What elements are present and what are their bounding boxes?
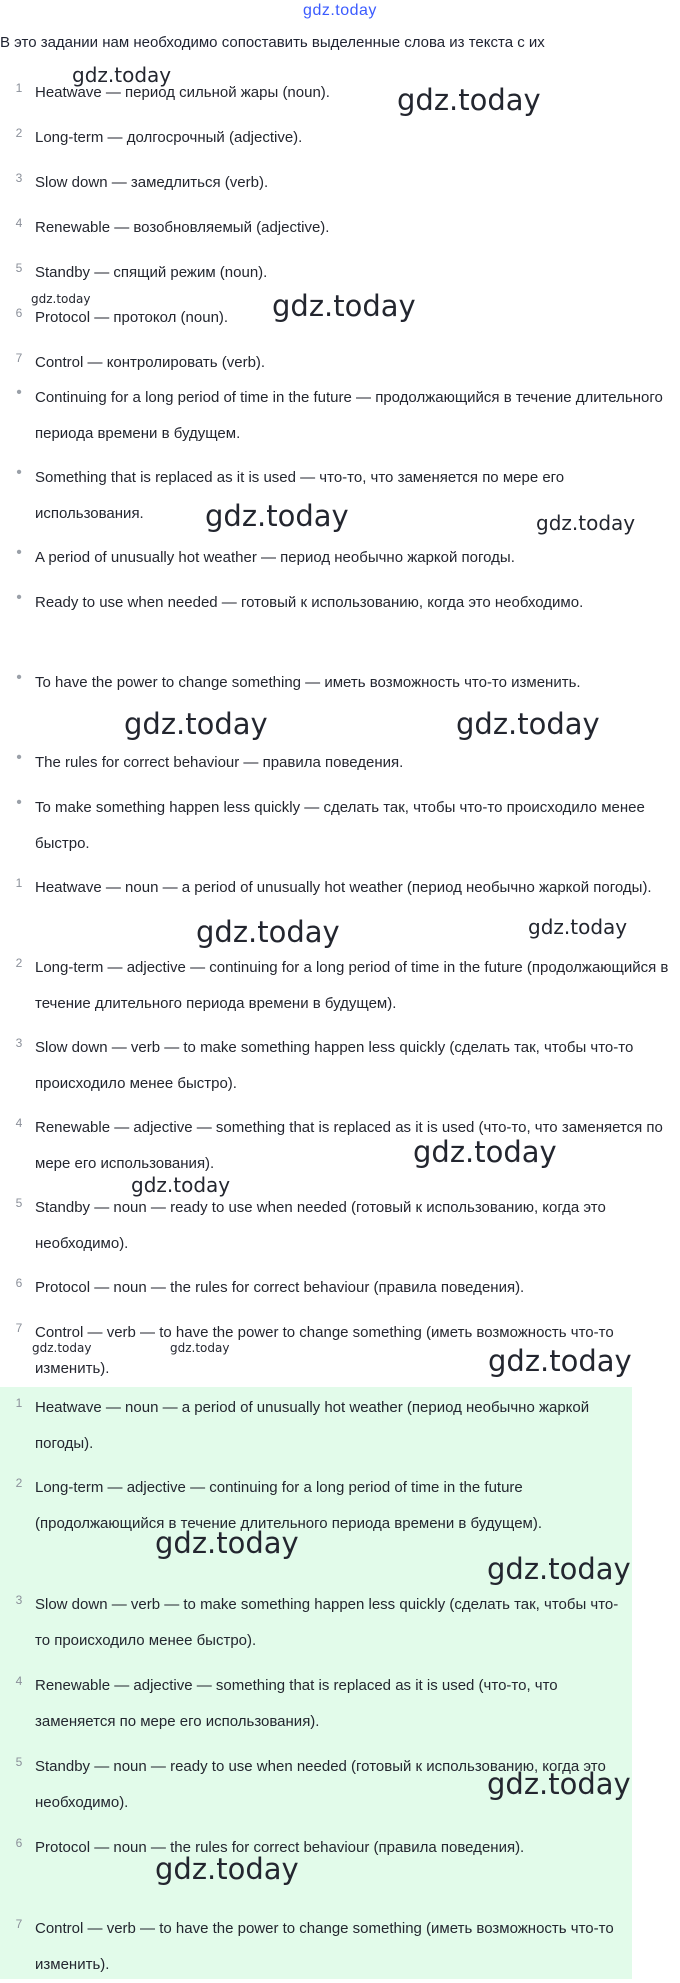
list-item [0, 1830, 680, 1866]
item-text: Ready to use when needed — готовый к использованию, когда это необходимо. [35, 594, 584, 611]
list-item [0, 255, 680, 291]
list-item [0, 1587, 680, 1659]
item-text: Standby — noun — ready to use when needed (готовый к использованию, когда это необходимо). [35, 1199, 606, 1252]
watermark: gdz.today [32, 1341, 92, 1355]
item-text: Control — контролировать (verb). [35, 354, 266, 371]
item-text: Heatwave — noun — a period of unusually hot weather (период необычно жаркой погоды). [35, 1399, 590, 1452]
item-number: 7 [15, 1321, 23, 1335]
item-text: Control — verb — to have the power to change something (иметь возможность что-то изменить). [35, 1324, 614, 1377]
item-text: Protocol — noun — the rules for correct behaviour (правила поведения). [35, 1279, 525, 1296]
watermark: gdz.today [536, 511, 636, 535]
item-number: 5 [15, 1755, 23, 1769]
item-number: 1 [15, 876, 23, 890]
list-item [0, 345, 680, 381]
bullet-icon: • [16, 544, 22, 561]
item-text: To have the power to change something — иметь возможность что-то изменить. [35, 674, 581, 691]
watermark: gdz.today [488, 1344, 632, 1378]
item-number: 5 [15, 1196, 23, 1210]
list-item [0, 665, 680, 701]
item-text: Control — verb — to have the power to change something (иметь возможность что-то изменить). [35, 1920, 614, 1973]
list-item [0, 1270, 680, 1306]
list-item [0, 1470, 680, 1542]
bullet-icon: • [16, 794, 22, 811]
item-text: Protocol — протокол (noun). [35, 309, 229, 326]
list-item [0, 790, 680, 862]
list-item [0, 745, 680, 781]
item-text: Standby — noun — ready to use when needed (готовый к использованию, когда это необходимо). [35, 1758, 606, 1811]
item-text: Renewable — adjective — something that is replaced as it is used (что-то, что заменяется по мере его использования). [35, 1677, 558, 1730]
intro-text: В это задании нам необходимо сопоставить выделенные слова из текста с их [0, 34, 545, 51]
bullet-icon: • [16, 749, 22, 766]
bullet-icon: • [16, 384, 22, 401]
list-item [0, 1668, 680, 1740]
item-text: Something that is replaced as it is used — что-то, что заменяется по мере его использования. [35, 469, 565, 522]
item-number: 7 [15, 1917, 23, 1931]
item-number: 7 [15, 351, 23, 365]
item-number: 6 [15, 306, 23, 320]
list-item [0, 1911, 680, 1983]
bullet-icon: • [16, 669, 22, 686]
item-text: Continuing for a long period of time in the future — продолжающийся в течение длительного периода времени в будущем. [35, 389, 663, 442]
watermark: gdz.today [487, 1552, 631, 1586]
list-item [0, 870, 680, 906]
list-item [0, 120, 680, 156]
watermark: gdz.today [124, 707, 268, 741]
item-number: 1 [15, 1396, 23, 1410]
watermark: gdz.today [72, 63, 172, 87]
watermark: gdz.today [196, 915, 340, 949]
watermark: gdz.today [397, 83, 541, 117]
watermark: gdz.today [487, 1767, 631, 1801]
item-text: Renewable — adjective — something that is replaced as it is used (что-то, что заменяется по мере его использования). [35, 1119, 663, 1172]
watermark: gdz.today [528, 915, 628, 939]
site-title: gdz.today [303, 2, 377, 19]
item-text: Standby — спящий режим (noun). [35, 264, 268, 281]
item-number: 3 [15, 1036, 23, 1050]
watermark: gdz.today [31, 292, 91, 306]
item-text: Long-term — adjective — continuing for a long period of time in the future (продолжающийся в течение длительного периода времени в будущем). [35, 959, 669, 1012]
list-item [0, 1390, 680, 1462]
item-number: 6 [15, 1836, 23, 1850]
list-item [0, 1190, 680, 1262]
bullet-icon: • [16, 589, 22, 606]
item-text: Protocol — noun — the rules for correct behaviour (правила поведения). [35, 1839, 525, 1856]
item-text: The rules for correct behaviour — правила поведения. [35, 754, 404, 771]
item-number: 2 [15, 956, 23, 970]
list-item [0, 950, 680, 1022]
item-text: Renewable — возобновляемый (adjective). [35, 219, 330, 236]
watermark: gdz.today [131, 1173, 231, 1197]
item-number: 5 [15, 261, 23, 275]
watermark: gdz.today [413, 1135, 557, 1169]
item-text: Heatwave — noun — a period of unusually hot weather (период необычно жаркой погоды). [35, 879, 652, 896]
watermark: gdz.today [456, 707, 600, 741]
item-text: To make something happen less quickly — сделать так, чтобы что-то происходило менее быстро. [35, 799, 645, 852]
item-text: Long-term — adjective — continuing for a long period of time in the future (продолжающийся в течение длительного периода времени в будущем). [35, 1479, 543, 1532]
item-number: 4 [15, 216, 23, 230]
list-item [0, 540, 680, 576]
watermark: gdz.today [272, 289, 416, 323]
item-text: Slow down — verb — to make something happen less quickly (сделать так, чтобы что-то происходило менее быстро). [35, 1039, 634, 1092]
item-text: A period of unusually hot weather — период необычно жаркой погоды. [35, 549, 515, 566]
watermark: gdz.today [155, 1526, 299, 1560]
item-text: Slow down — замедлиться (verb). [35, 174, 269, 191]
watermark: gdz.today [205, 499, 349, 533]
item-number: 6 [15, 1276, 23, 1290]
item-number: 4 [15, 1116, 23, 1130]
item-number: 3 [15, 171, 23, 185]
list-item [0, 1030, 680, 1102]
list-item [0, 380, 680, 452]
item-text: Heatwave — период сильной жары (noun). [35, 84, 330, 101]
bullet-icon: • [16, 464, 22, 481]
list-item [0, 1110, 680, 1182]
item-number: 2 [15, 1476, 23, 1490]
item-text: Long-term — долгосрочный (adjective). [35, 129, 303, 146]
item-number: 3 [15, 1593, 23, 1607]
item-number: 4 [15, 1674, 23, 1688]
item-number: 2 [15, 126, 23, 140]
item-number: 1 [15, 81, 23, 95]
list-item [0, 165, 680, 201]
watermark: gdz.today [155, 1852, 299, 1886]
list-item [0, 585, 680, 621]
item-text: Slow down — verb — to make something happen less quickly (сделать так, чтобы что-то происходило менее быстро). [35, 1596, 619, 1649]
watermark: gdz.today [170, 1341, 230, 1355]
list-item [0, 210, 680, 246]
